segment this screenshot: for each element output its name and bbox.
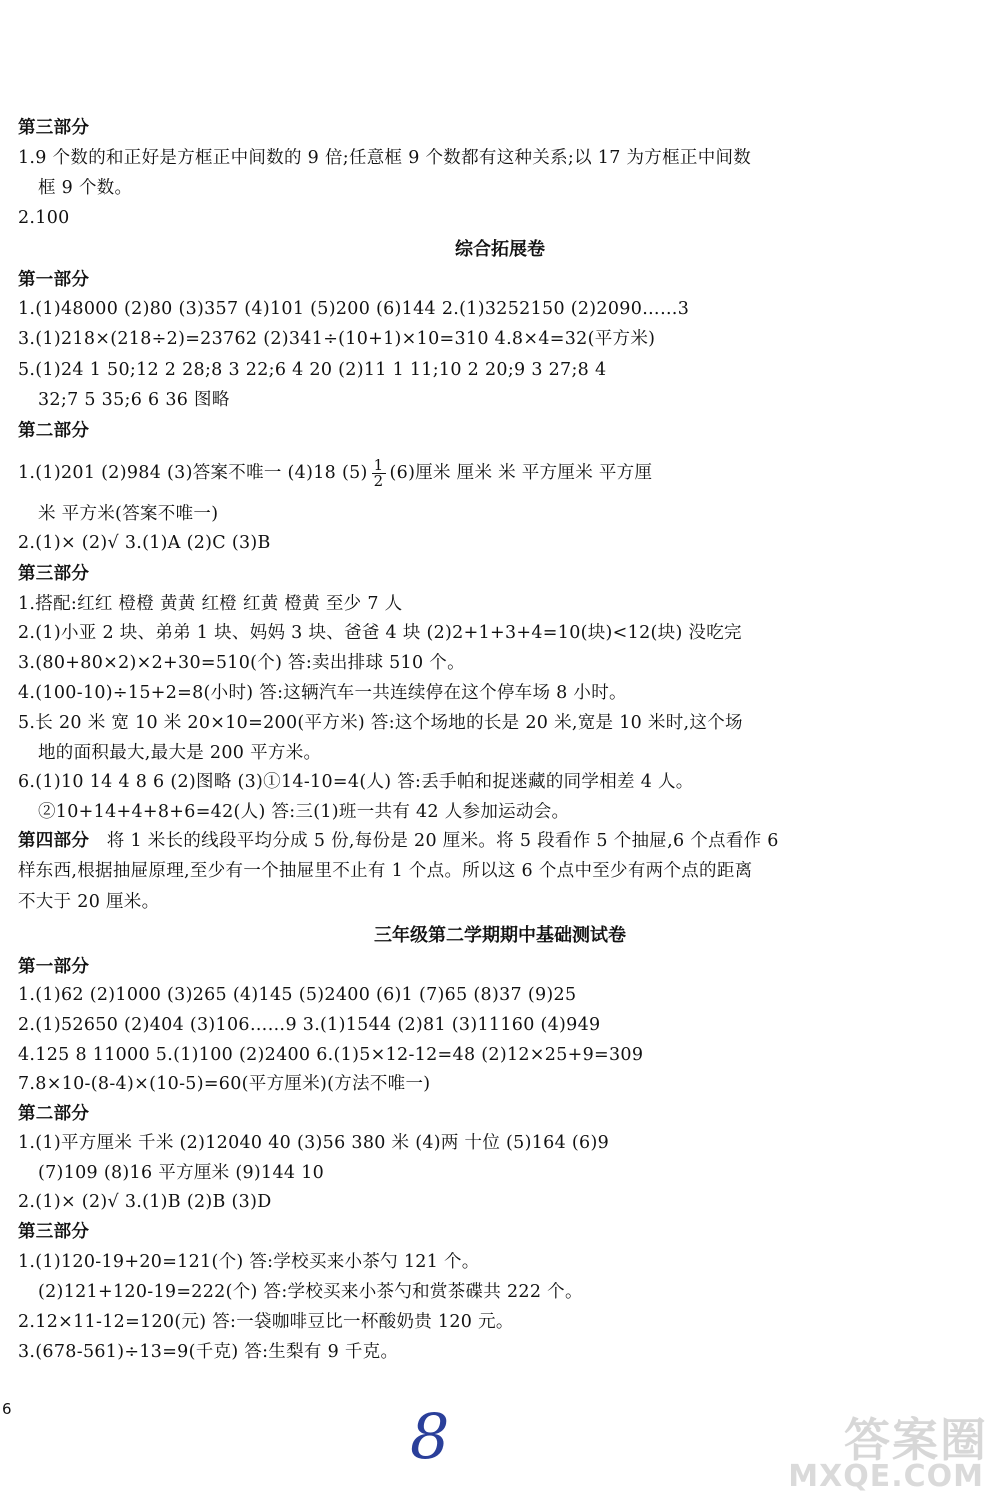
answer-line: 2.(1)× (2)√ 3.(1)A (2)C (3)B [18,533,271,553]
answer-line: 3.(1)218×(218÷2)=23762 (2)341÷(10+1)×10=310 4.8×4=32(平方米) [18,329,656,349]
answer-line: 1.(1)48000 (2)80 (3)357 (4)101 (5)200 (6)144 2.(1)3252150 (2)2090……3 [18,299,690,319]
answer-line: 1.(1)平方厘米 千米 (2)12040 40 (3)56 380 米 (4)两 十位 (5)164 (6)9 [18,1133,610,1153]
answer-line: 1.(1)120-19+20=121(个) 答:学校买来小茶勺 121 个。 [18,1252,480,1272]
section-heading: 第二部分 [18,421,90,441]
page-number: 6 [2,1400,12,1418]
answer-line: 5.长 20 米 宽 10 米 20×10=200(平方米) 答:这个场地的长是 20 米,宽是 10 米时,这个场 [18,713,743,733]
answer-line: 地的面积最大,最大是 200 平方米。 [38,743,322,763]
section-heading: 第三部分 [18,1222,90,1242]
section-heading: 第四部分 [18,831,90,851]
watermark-url: MXQE.COM [788,1459,984,1494]
paper-title: 三年级第二学期期中基础测试卷 [374,925,626,946]
answer-line: 1.9 个数的和正好是方框正中间数的 9 倍;任意框 9 个数都有这种关系;以 17 为方框正中间数 [18,148,752,168]
answer-line: 1.(1)62 (2)1000 (3)265 (4)145 (5)2400 (6)1 (7)65 (8)37 (9)25 [18,985,577,1005]
section-heading: 第三部分 [18,118,90,138]
answer-line: (7)109 (8)16 平方厘米 (9)144 10 [38,1163,325,1183]
answer-line: (2)121+120-19=222(个) 答:学校买来小茶勺和赏茶碟共 222 个。 [38,1282,583,1302]
section-heading: 第一部分 [18,957,90,977]
answer-text: 将 1 米长的线段平均分成 5 份,每份是 20 厘米。将 5 段看作 5 个抽屉,6 个点看作 6 [106,831,779,851]
answer-line: 6.(1)10 14 4 8 6 (2)图略 (3)①14-10=4(人) 答:丢手帕和捉迷藏的同学相差 4 人。 [18,772,694,792]
watermark-text: 答案圈 [844,1413,988,1467]
answer-line: 2.100 [18,208,70,228]
answer-line [18,829,988,853]
answer-line: 4.(100-10)÷15+2=8(小时) 答:这辆汽车一共连续停在这个停车场 8 小时。 [18,683,627,703]
section-heading: 第三部分 [18,564,90,584]
answer-text: 1.(1)201 (2)984 (3)答案不唯一 (4)18 (5) [18,463,368,483]
paper-title: 综合拓展卷 [455,239,545,260]
answer-line: 不大于 20 厘米。 [18,892,160,912]
section-heading: 第二部分 [18,1104,90,1124]
answer-line: 2.(1)× (2)√ 3.(1)B (2)B (3)D [18,1192,272,1212]
section-heading: 第一部分 [18,270,90,290]
answer-line: 1.搭配:红红 橙橙 黄黄 红橙 红黄 橙黄 至少 7 人 [18,594,403,614]
answer-line: 5.(1)24 1 50;12 2 28;8 3 22;6 4 20 (2)11 1 11;10 2 20;9 3 27;8 4 [18,360,607,380]
watermark-logo [788,1398,994,1498]
fraction-denominator: 2 [373,472,384,490]
answer-line: 2.12×11-12=120(元) 答:一袋咖啡豆比一杯酸奶贵 120 元。 [18,1312,514,1332]
answer-text: (6)厘米 厘米 米 平方厘米 平方厘 [389,463,653,483]
handwritten-mark: 8 [410,1400,450,1473]
answer-line: 框 9 个数。 [38,178,133,198]
answer-line: 32;7 5 35;6 6 36 图略 [38,390,230,410]
answer-line: 2.(1)52650 (2)404 (3)106……9 3.(1)1544 (2)81 (3)11160 (4)949 [18,1015,601,1035]
answer-line: 3.(678-561)÷13=9(千克) 答:生梨有 9 千克。 [18,1342,399,1362]
answer-line: 7.8×10-(8-4)×(10-5)=60(平方厘米)(方法不唯一) [18,1074,431,1094]
answer-line: 3.(80+80×2)×2+30=510(个) 答:卖出排球 510 个。 [18,653,465,673]
fraction-numerator: 1 [373,456,384,474]
answer-line: 米 平方米(答案不唯一) [38,504,219,524]
answer-line: 4.125 8 11000 5.(1)100 (2)2400 6.(1)5×12-12=48 (2)12×25+9=309 [18,1045,644,1065]
answer-line: 样东西,根据抽屉原理,至少有一个抽屉里不止有 1 个点。所以这 6 个点中至少有两个点的距离 [18,861,753,881]
answer-line: 2.(1)小亚 2 块、弟弟 1 块、妈妈 3 块、爸爸 4 块 (2)2+1+3+4=10(块)<12(块) 没吃完 [18,623,742,643]
answer-line: ②10+14+4+8+6=42(人) 答:三(1)班一共有 42 人参加运动会。 [38,802,570,822]
answer-line [18,458,988,489]
fraction-one-half [372,458,386,489]
